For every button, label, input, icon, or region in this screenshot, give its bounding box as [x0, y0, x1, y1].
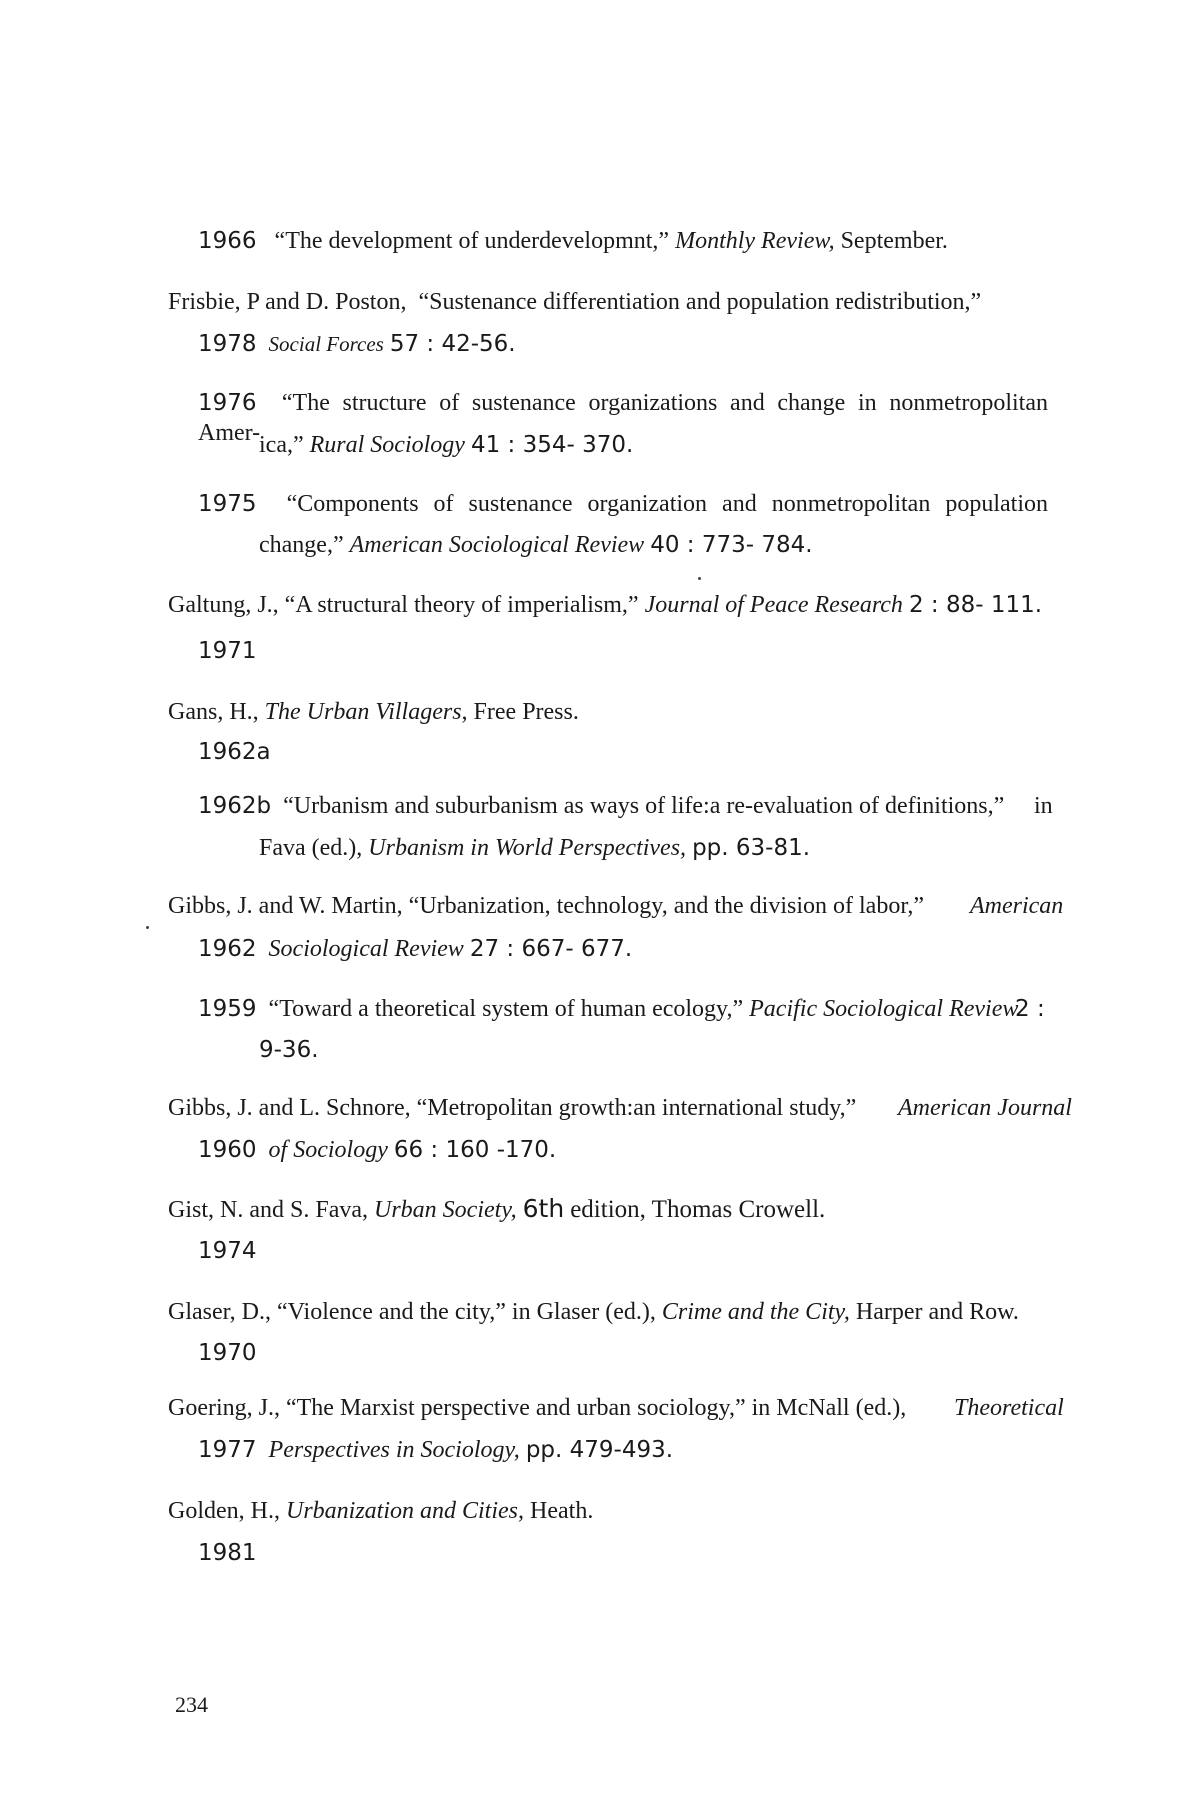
entry-journal: Pacific Sociological Review: [749, 996, 1019, 1022]
entry-year: 1960: [198, 1137, 257, 1163]
reference-entry: [168, 287, 981, 317]
entry-year: 1962a: [198, 739, 271, 765]
entry-year: 1976: [198, 390, 257, 416]
entry-year: 1978: [198, 331, 257, 357]
entry-volume: 57 : 42-56.: [389, 331, 516, 357]
entry-title: “Toward a theoretical system of human ecology,”: [268, 996, 744, 1022]
reference-entry-line2: [259, 530, 813, 560]
reference-entry: [168, 590, 1042, 620]
entry-tail: Heath.: [530, 1498, 594, 1524]
speck: [698, 577, 701, 580]
entry-journal: Urbanization and Cities,: [285, 1498, 525, 1524]
entry-title: “The structure of sustenance organizations and change in nonmetropolitan Amer-: [198, 390, 1048, 446]
reference-entry-journal1: [898, 1093, 1072, 1123]
entry-title: “The development of underdevelopmnt,”: [274, 228, 670, 254]
entry-year: 1962b: [198, 793, 272, 819]
entry-tail: September.: [840, 228, 948, 254]
entry-volume: 2 :: [1015, 996, 1045, 1022]
reference-entry-line2: [198, 1338, 257, 1368]
reference-entry-journal1: [954, 1393, 1064, 1423]
entry-journal: The Urban Villagers,: [264, 699, 468, 725]
reference-entry: [198, 489, 1048, 519]
entry-author: Glaser, D.,: [168, 1299, 272, 1325]
reference-entry: [168, 1093, 856, 1123]
reference-entry-line2: [198, 1538, 257, 1568]
entry-editor: in Glaser (ed.),: [511, 1299, 656, 1325]
entry-title-cont: ica,”: [259, 432, 304, 458]
reference-entry-line2: [259, 430, 633, 460]
entry-edition: 6th: [522, 1194, 565, 1223]
entry-year: 1974: [198, 1238, 257, 1264]
entry-editor: in McNall (ed.),: [751, 1395, 907, 1421]
entry-year: 1959: [198, 996, 257, 1022]
reference-entry-line2: [259, 1035, 319, 1065]
entry-journal: Theoretical: [954, 1395, 1064, 1421]
reference-entry: [168, 1194, 825, 1225]
reference-entry: [198, 994, 1018, 1024]
entry-title: “Urbanization, technology, and the division of labor,”: [408, 893, 925, 919]
reference-entry-line2: [198, 1135, 556, 1165]
entry-year: 1977: [198, 1437, 257, 1463]
reference-entry-line2: [198, 636, 257, 666]
entry-author: Gibbs, J. and W. Martin,: [168, 893, 403, 919]
entry-volume: 40 : 773- 784.: [650, 532, 813, 558]
entry-year: 1971: [198, 638, 257, 664]
entry-title: “Sustenance differentiation and population redistribution,”: [418, 289, 982, 315]
entry-year: 1966: [198, 228, 257, 254]
page-number: 234: [175, 1692, 208, 1717]
entry-journal: Rural Sociology: [309, 432, 465, 458]
reference-entry-volume: [1015, 994, 1045, 1024]
reference-entry: [168, 1393, 906, 1423]
entry-pages: pp. 63-81.: [692, 835, 811, 861]
entry-title: “Metropolitan growth:an international study,”: [416, 1095, 857, 1121]
reference-entry-line2: [198, 329, 516, 359]
entry-title: “A structural theory of imperialism,”: [284, 592, 639, 618]
entry-author: Gibbs, J. and L. Schnore,: [168, 1095, 411, 1121]
reference-entry-line2: [198, 737, 271, 767]
entry-journal: Monthly Review,: [675, 228, 835, 254]
entry-journal-cont: Sociological Review: [268, 936, 464, 962]
entry-author: Frisbie, P and D. Poston,: [168, 289, 407, 315]
speck: [146, 926, 149, 929]
entry-journal: American: [970, 893, 1064, 919]
entry-volume: 2 : 88- 111.: [908, 592, 1043, 618]
entry-title-cont: change,”: [259, 532, 344, 558]
reference-entry-line2: [198, 1236, 257, 1266]
reference-entry-in: [1034, 791, 1053, 821]
entry-author: Galtung, J.,: [168, 592, 279, 618]
entry-volume: 27 : 667- 677.: [469, 936, 633, 962]
entry-title: “The Marxist perspective and urban sociology,”: [285, 1395, 746, 1421]
reference-entry: [168, 697, 579, 727]
entry-pages: pp. 479-493.: [525, 1437, 674, 1463]
reference-entry: [198, 226, 948, 256]
reference-entry-line2: [198, 1435, 673, 1465]
entry-author: Goering, J.,: [168, 1395, 280, 1421]
entry-title: “Components of sustenance organization and nonmetropolitan population: [286, 491, 1048, 517]
entry-year: 1970: [198, 1340, 257, 1366]
entry-journal-cont: Perspectives in Sociology,: [268, 1437, 520, 1463]
entry-volume: 66 : 160 -170.: [393, 1137, 557, 1163]
entry-pages: 9-36.: [259, 1037, 319, 1063]
entry-journal: American Journal: [898, 1095, 1072, 1121]
entry-in: in: [1034, 793, 1053, 819]
entry-volume: 41 : 354- 370.: [470, 432, 634, 458]
entry-tail: Harper and Row.: [855, 1299, 1019, 1325]
reference-entry-line2: [259, 833, 810, 863]
entry-journal: Social Forces: [268, 332, 384, 356]
entry-journal: Crime and the City,: [661, 1299, 850, 1325]
entry-editor: Fava (ed.),: [259, 835, 363, 861]
entry-journal: Journal of Peace Research: [644, 592, 903, 618]
entry-title: “Violence and the city,”: [277, 1299, 506, 1325]
entry-tail: edition, Thomas Crowell.: [570, 1196, 826, 1223]
entry-year: 1975: [198, 491, 257, 517]
reference-entry: [198, 791, 1004, 821]
reference-entry: [168, 891, 924, 921]
reference-entry: [168, 1496, 593, 1526]
reference-entry: [168, 1297, 1019, 1327]
entry-journal: American Sociological Review: [349, 532, 645, 558]
entry-year: 1981: [198, 1540, 257, 1566]
reference-entry-line2: [198, 934, 632, 964]
entry-journal-cont: of Sociology: [268, 1137, 388, 1163]
entry-journal: Urbanism in World Perspectives,: [368, 835, 687, 861]
entry-author: Gist, N. and S. Fava,: [168, 1197, 368, 1223]
entry-journal: Urban Society,: [374, 1197, 517, 1223]
entry-year: 1962: [198, 936, 257, 962]
entry-author: Gans, H.,: [168, 699, 259, 725]
entry-tail: Free Press.: [473, 699, 579, 725]
entry-title: “Urbanism and suburbanism as ways of life:a re-evaluation of definitions,”: [283, 793, 1005, 819]
entry-author: Golden, H.,: [168, 1498, 280, 1524]
reference-entry-journal1: [970, 891, 1063, 921]
